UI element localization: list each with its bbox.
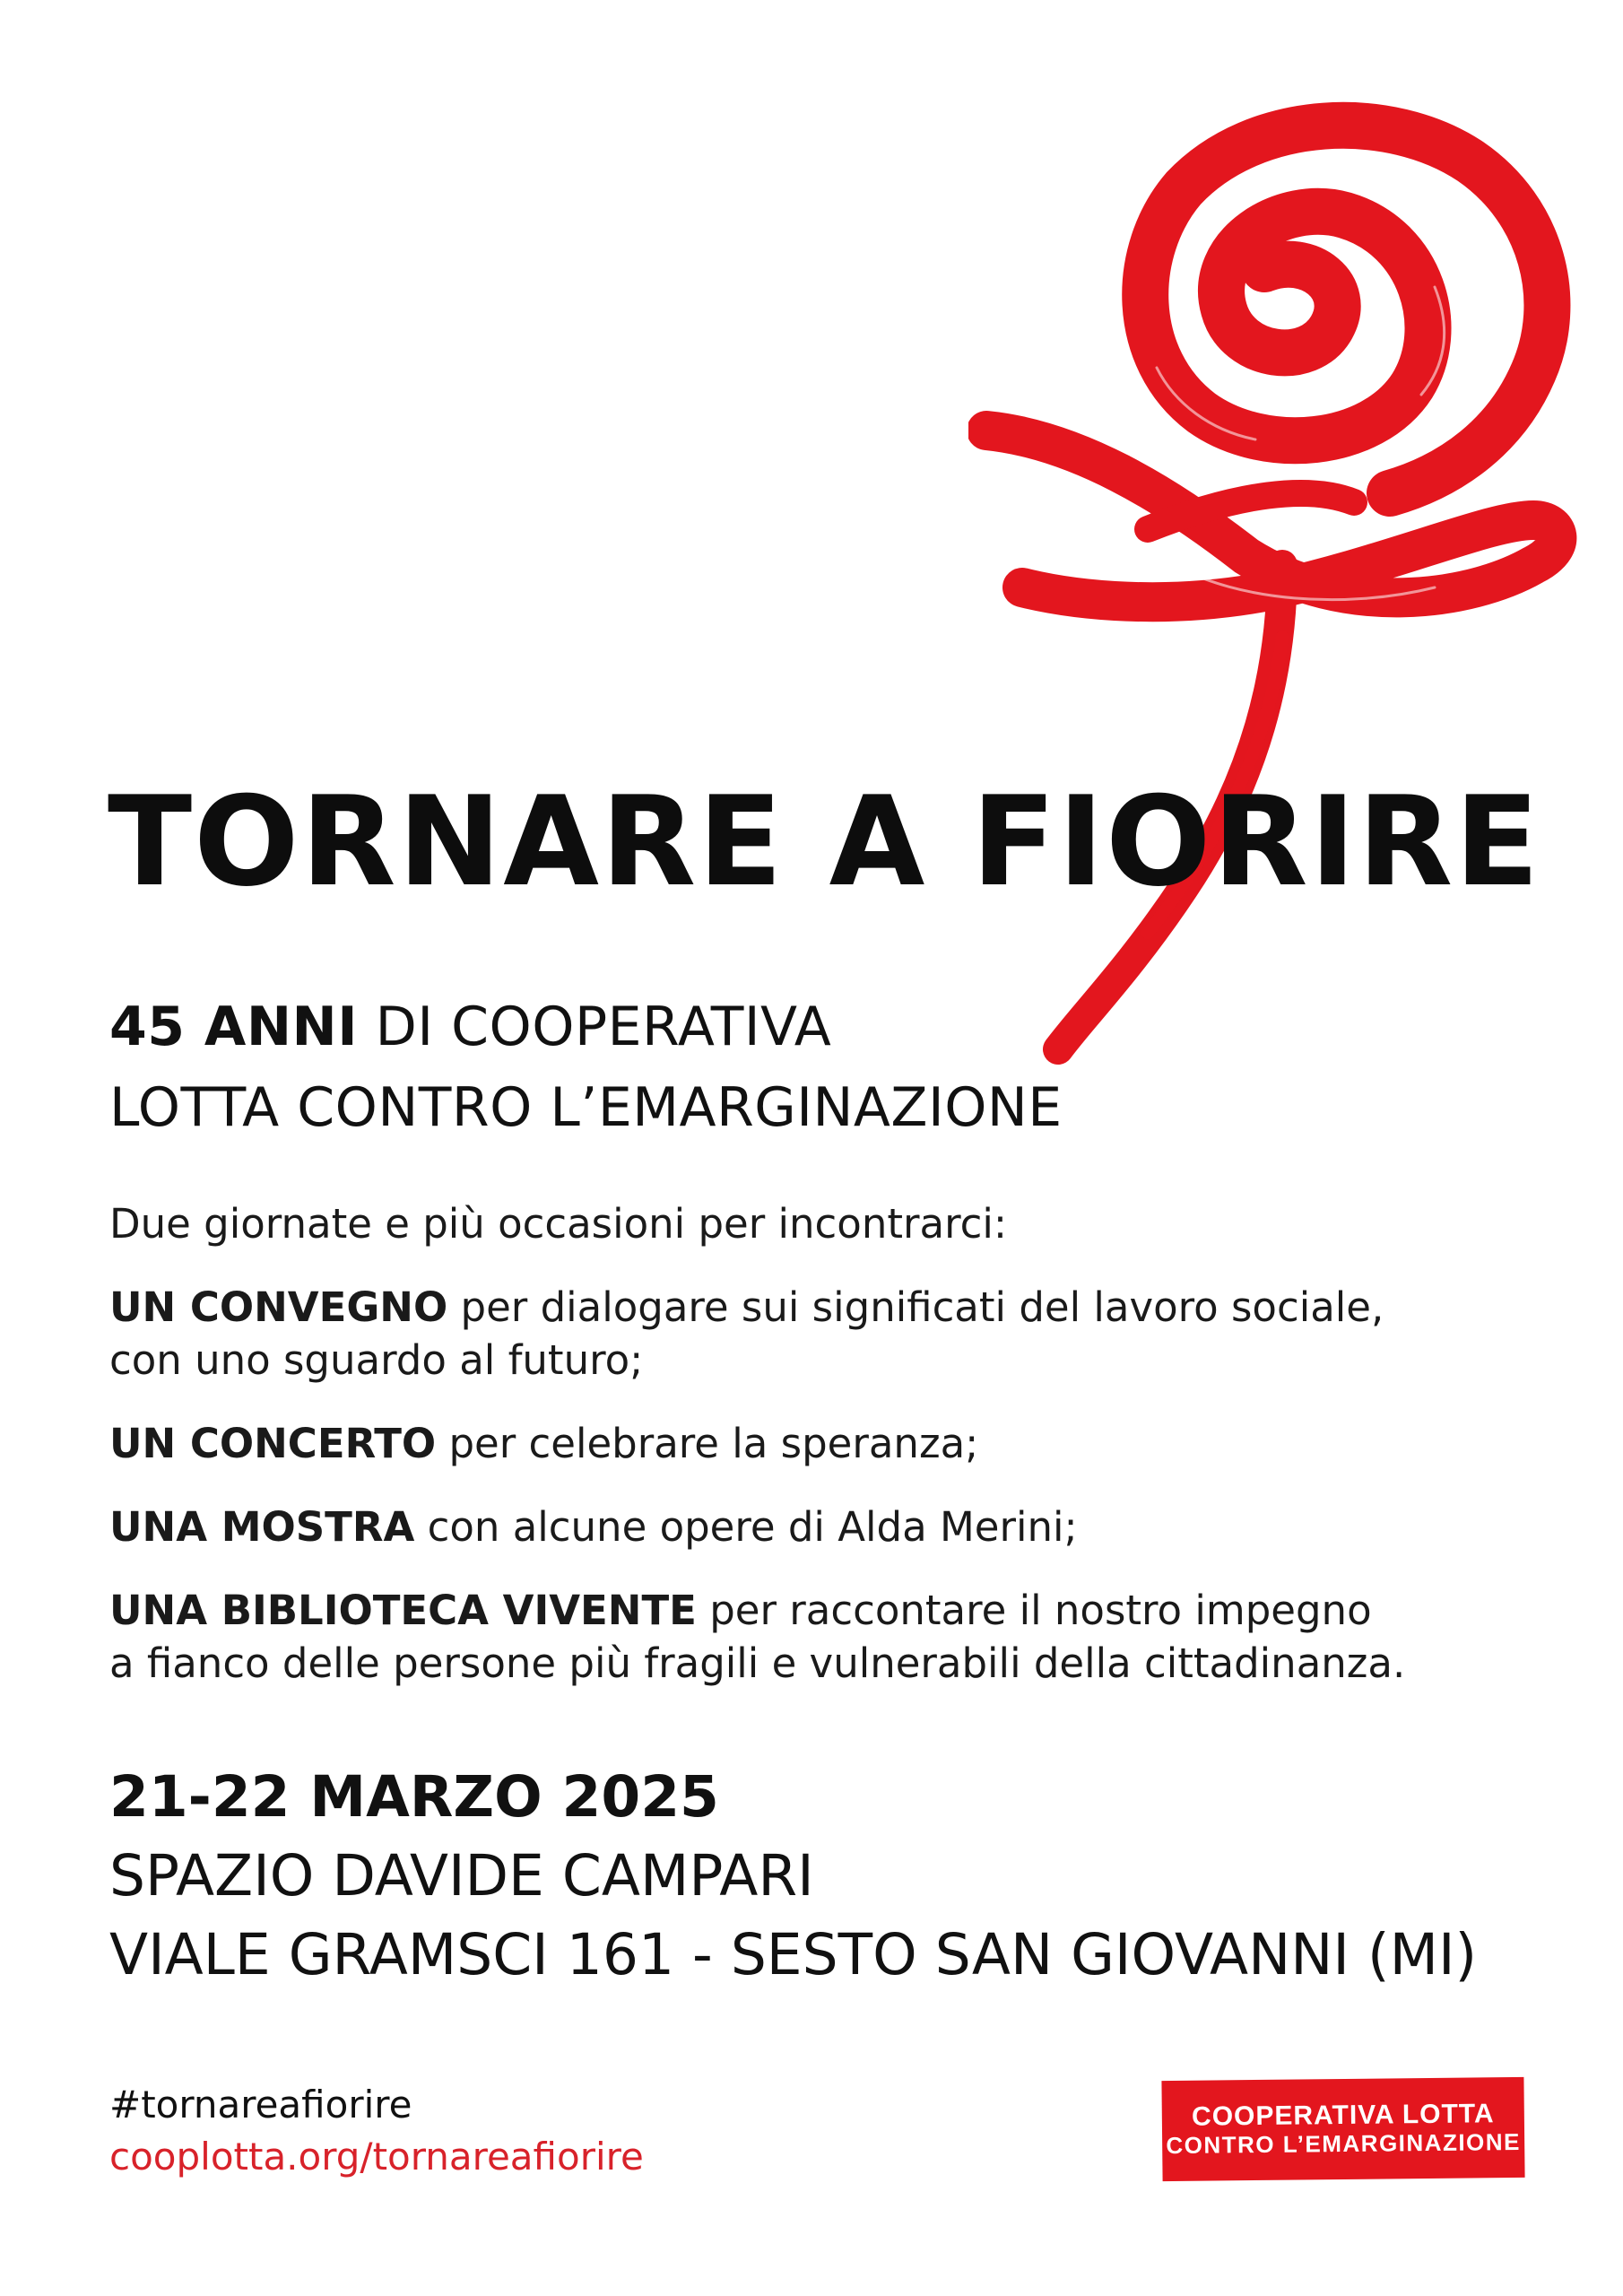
program-item-label: UN CONVEGNO — [109, 1283, 448, 1331]
program-item-label: UNA BIBLIOTECA VIVENTE — [109, 1587, 697, 1634]
cooperative-logo — [1161, 2077, 1524, 2181]
program-item-text: per raccontare il nostro impegno — [696, 1587, 1372, 1634]
subtitle — [109, 987, 1063, 1148]
program-item-label: UNA MOSTRA — [109, 1503, 415, 1551]
logo-line-2: CONTRO L’EMARGINAZIONE — [1166, 2128, 1522, 2160]
logo-line-1: COOPERATIVA LOTTA — [1191, 2099, 1495, 2132]
subtitle-anniversary: 45 ANNI — [109, 996, 359, 1058]
program-item-mostra — [109, 1500, 1544, 1553]
program-item-text-cont: con uno sguardo al futuro; — [109, 1336, 644, 1384]
program-item-convegno — [109, 1281, 1544, 1387]
rose-icon — [968, 99, 1578, 1085]
program-item-label: UN CONCERTO — [109, 1420, 437, 1467]
event-venue: SPAZIO DAVIDE CAMPARI — [109, 1843, 814, 1909]
event-address: VIALE GRAMSCI 161 - SESTO SAN GIOVANNI (MI) — [109, 1922, 1478, 1987]
program-item-text: con alcune opere di Alda Merini; — [414, 1503, 1078, 1551]
intro-text: Due giornate e più occasioni per incontrarci: — [109, 1200, 1007, 1248]
program-item-text: per dialogare sui significati del lavoro sociale, — [447, 1283, 1384, 1331]
program-description — [109, 1197, 1544, 1720]
subtitle-line-1 — [109, 987, 1063, 1067]
program-item-text: per celebrare la speranza; — [436, 1420, 979, 1467]
hashtag: #tornareafiorire — [109, 2083, 412, 2126]
program-item-concerto — [109, 1417, 1544, 1470]
program-item-text-cont: a fianco delle persone più fragili e vulnerabili della cittadinanza. — [109, 1639, 1406, 1687]
event-info — [109, 1758, 1477, 1995]
website-link[interactable]: cooplotta.org/tornareafiorire — [109, 2135, 644, 2179]
event-date: 21-22 MARZO 2025 — [109, 1764, 719, 1830]
footer-links — [109, 2079, 644, 2183]
page-title: TORNARE A FIORIRE — [108, 770, 1541, 914]
subtitle-line-2: LOTTA CONTRO L’EMARGINAZIONE — [109, 1076, 1063, 1139]
subtitle-line-1-rest: DI COOPERATIVA — [358, 996, 832, 1058]
program-item-biblioteca — [109, 1584, 1544, 1690]
